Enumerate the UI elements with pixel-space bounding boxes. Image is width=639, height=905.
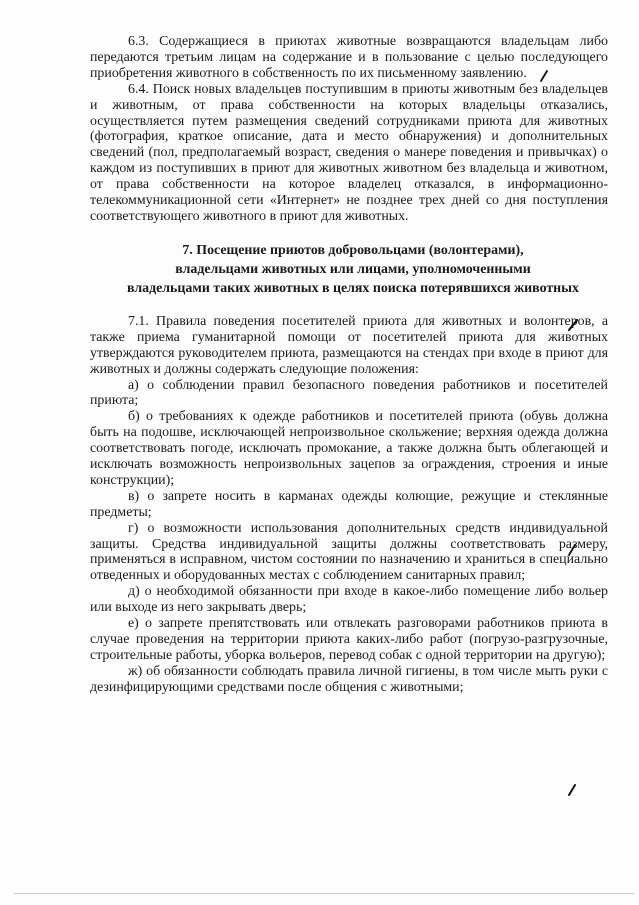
item-e: е) о запрете препятствовать или отвлекать разговорами работников приюта в случае проведения на территории приюта каких-либо работ (погрузо-разгрузочные, строительные работы, уборка вольеров, перевод собак с одной территории на другую); [90, 616, 608, 663]
item-v: в) о запрете носить в карманах одежды колющие, режущие и стеклянные предметы; [90, 488, 608, 520]
item-d: д) о необходимой обязанности при входе в какое-либо помещение либо вольер или выходе из него закрывать дверь; [90, 584, 608, 616]
heading-line-1: 7. Посещение приютов добровольцами (волонтерами), [182, 242, 524, 258]
item-zh: ж) об обязанности соблюдать правила личной гигиены, в том числе мыть руки с дезинфицирующими средствами после общения с животными; [90, 663, 608, 695]
section-7-heading [90, 241, 608, 298]
item-a: а) о соблюдении правил безопасного поведения работников и посетителей приюта; [90, 377, 608, 409]
spacer [90, 298, 608, 314]
scan-edge-line [14, 893, 634, 894]
document-body [90, 34, 608, 696]
heading-line-3: владельцами таких животных в целях поиска потерявшихся животных [127, 280, 579, 296]
spacer [90, 225, 608, 241]
heading-line-2: владельцами животных или лицами, уполномоченными [175, 261, 531, 277]
item-g: г) о возможности использования дополнительных средств индивидуальной защиты. Средства индивидуальной защиты должны соответствовать размеру, применяться в исправном, чистом состоянии по назначению и храниться в специально отведенных и оборудованных местах с соблюдением санитарных правил; [90, 520, 608, 584]
item-b: б) о требованиях к одежде работников и посетителей приюта (обувь должна быть на подошве, исключающей непроизвольное скольжение; верхняя одежда должна соответствовать погоде, исключать промокание, а также должна быть облегающей и исключать возможность непроизвольных зацепов за ограждения, строения и иные конструкции); [90, 409, 608, 488]
paragraph-6-4: 6.4. Поиск новых владельцев поступившим в приюты животным без владельцев и животным, от права собственности на которых владельцы отказались, осуществляется путем размещения сведений сотрудниками приюта для животных (фотография, краткое описание, дата и место обнаружения) и дополнительных сведений (пол, предполагаемый возраст, сведения о манере поведения и привычках) о каждом из поступивших в приют для животных животном без владельца и животном, от права собственности на которое владелец отказался, в информационно-телекоммуникационной сети «Интернет» не позднее трех дней со дня поступления соответствующего животного в приют для животных. [90, 81, 608, 224]
paragraph-6-3: 6.3. Содержащиеся в приютах животные возвращаются владельцам либо передаются третьим лицам на содержание и в пользование с целью последующего приобретения животного в собственность по их письменному заявлению. [90, 34, 608, 81]
paragraph-7-1: 7.1. Правила поведения посетителей приюта для животных и волонтеров, а также приема гуманитарной помощи от посетителей приюта для животных утверждаются руководителем приюта, размещаются на стендах при входе в приют для животных и должны содержать следующие положения: [90, 313, 608, 377]
